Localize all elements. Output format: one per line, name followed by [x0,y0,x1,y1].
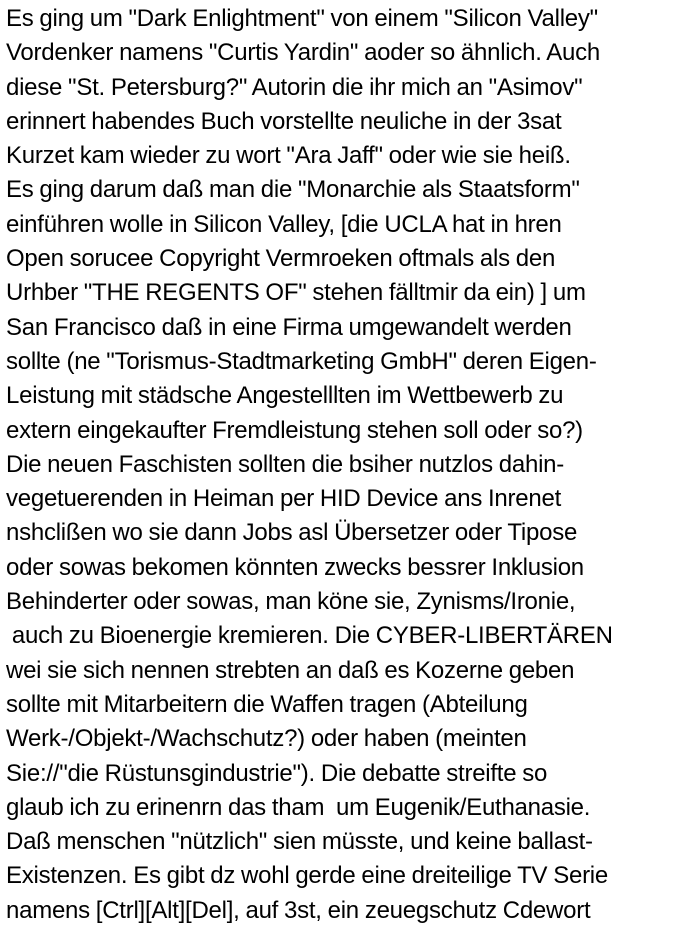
document-text [6,2,684,928]
text-line: Behinderter oder sowas, man köne sie, Zynisms/Ironie, [6,588,576,616]
text-line: sollte (ne "Torismus-Stadtmarketing GmbH" deren Eigen- [6,347,597,375]
text-line: vegetuerenden in Heiman per HID Device ans Inrenet [6,485,561,513]
text-line: Daß menschen "nützlich" sien müsste, und keine ballast- [6,828,593,856]
text-line: Es ging um "Dark Enlightment" von einem "Silicon Valley" [6,5,598,32]
text-line: wei sie sich nennen strebten an daß es Kozerne geben [6,656,575,684]
text-line: diese "St. Petersburg?" Autorin die ihr mich an "Asimov" [6,73,583,101]
text-line: Sie://"die Rüstunsgindustrie"). Die debatte streifte so [6,759,548,787]
text-line: sollte mit Mitarbeitern die Waffen tragen (Abteilung [6,690,528,718]
text-line: Open sorucee Copyright Vermroeken oftmals als den [6,245,556,273]
text-line: glaub ich zu erinenrn das tham um Eugenik/Euthanasie. [6,793,591,821]
text-line: einführen wolle in Silicon Valley, [die UCLA hat in hren [6,210,562,238]
text-line: Die neuen Faschisten sollten die bsiher nutzlos dahin- [6,450,565,478]
text-line: Existenzen. Es gibt dz wohl gerde eine dreiteilige TV Serie [6,862,608,890]
text-line: namens [Ctrl][Alt][Del], auf 3st, ein zeuegschutz Cdewort [6,896,591,924]
text-line: oder sowas bekomen könnten zwecks bessrer Inklusion [6,553,584,581]
text-line: auch zu Bioenergie kremieren. Die CYBER-LIBERTÄREN [6,622,613,650]
text-line: San Francisco daß in eine Firma umgewandelt werden [6,313,572,341]
text-line: Leistung mit städsche Angestelllten im Wettbewerb zu [6,382,564,410]
text-line: erinnert habendes Buch vorstellte neuliche in der 3sat [6,107,562,135]
text-line: nshclißen wo sie dann Jobs asl Übersetzer oder Tipose [6,519,578,547]
text-line: Vordenker namens "Curtis Yardin" aoder so ähnlich. Auch [6,39,600,67]
text-line: Kurzet kam wieder zu wort "Ara Jaff" oder wie sie heiß. [6,142,571,170]
text-line: Urhber "THE REGENTS OF" stehen fälltmir da ein) ] um [6,279,586,307]
text-line: Werk-/Objekt-/Wachschutz?) oder haben (meinten [6,725,527,753]
text-line: extern eingekaufter Fremdleistung stehen soll oder so?) [6,416,583,444]
text-line: Es ging darum daß man die "Monarchie als Staatsform" [6,176,580,204]
